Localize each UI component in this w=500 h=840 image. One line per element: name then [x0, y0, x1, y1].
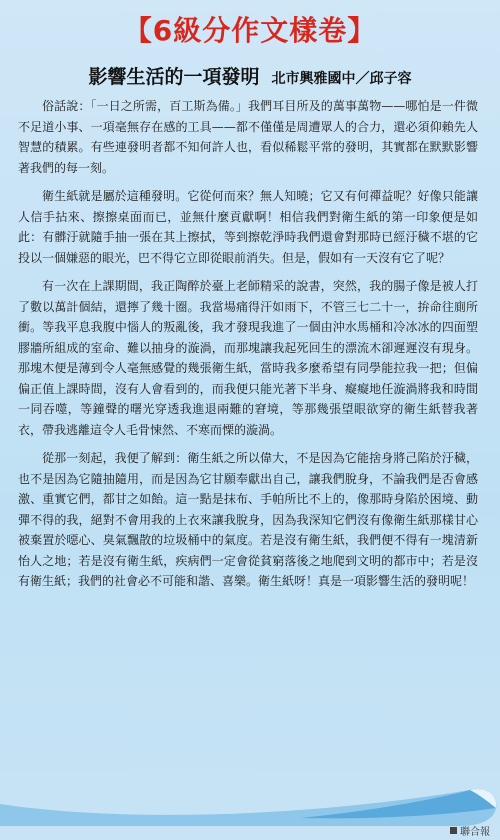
- banner-title: 【6級分作文樣卷】: [123, 14, 377, 47]
- page-curl-decoration: [0, 782, 500, 826]
- essay-title: 影響生活的一項發明: [88, 66, 260, 88]
- author-byline: 北市興雅國中／邱子容: [271, 71, 412, 87]
- square-bullet-icon: [450, 827, 457, 834]
- paragraph-4: 從那一刻起，我便了解到：衛生紙之所以偉大，不是因為它能捨身將己陷於汙穢，也不是因為它隨抽隨用，而是因為它甘願奉獻出自己，讓我們脫身，不論我們是否會感激、重實它們，都甘之如飴。這一點是抹布、手帕所比不上的，像那時身陷於困境、動彈不得的我，絕對不會用我的上衣來讓我脫身，因為我深知它們沒有像衛生紙那樣甘心被棄置於噁心、臭氣飄散的垃圾桶中的氣度。若是沒有衛生紙，我們便不得有一塊清新怡人之地；若是沒有衛生紙，疾病們一定會從貧窮落後之地爬到文明的都市中；若是沒有衛生紙；我們的社會必不可能和諧、喜樂。衛生紙呀！真是一項影響生活的發明呢！: [18, 451, 478, 588]
- essay-headline: [0, 62, 500, 92]
- paragraph-1: 俗話說：「一日之所需，百工斯為備。」我們耳目所及的萬事萬物——哪怕是一件微不足道小事、一項毫無存在感的工具——都不僅僅是周遭眾人的合力，還必須仰賴先人智慧的積累。有些連發明者都不知何許人也，看似稀鬆平常的發明，其實都在默默影響著我們的每一刻。: [18, 99, 478, 175]
- source-credit: [450, 823, 490, 838]
- paragraph-2: 衛生紙就是屬於這種發明。它從何而來？無人知曉；它又有何禪益呢？好像只能讓人信手拈來、擦擦桌面而已，並無什麼貢獻啊！相信我們對衛生紙的第一印象便是如此：有髒汙就隨手抽一張在其上擦拭，等到擦乾淨時我們還會對那時已經汙穢不堪的它投以一個嫌惡的眼光，巴不得它立即從眼前消失。但是，假如有一天沒有它了呢？: [18, 189, 478, 265]
- essay-body: [18, 96, 478, 600]
- header-banner: [0, 0, 500, 58]
- paragraph-3: 有一次在上課期間，我正陶醉於臺上老師精采的說書，突然，我的腸子像是被人打了數以萬計個結，還擰了幾十圈。我當場痛得汗如雨下，不管三七二十一，拚命往廁所衝。等我平息我腹中惱人的叛亂後，我才發現我進了一個由沖水馬桶和冷冰冰的四面塑膠牆所組成的室命、難以抽身的漩渦，而那塊讓我起死回生的漂流木卻遲遲沒有現身。那塊木便是薄到令人毫無感覺的幾張衛生紙，當時我多麼希望有同學能拉我一把；但偏偏正值上課時間，沒有人會看到的，而我便只能光著下半身、癡癡地任漩渦將我和時間一同吞噬，等鐘聲的曙光穿透我進退兩難的窘境，等那幾張望眼欲穿的衛生紙替我著衣，帶我逃離這令人毛骨悚然、不寒而慄的漩渦。: [18, 279, 478, 437]
- source-label: 聯合報: [460, 827, 490, 838]
